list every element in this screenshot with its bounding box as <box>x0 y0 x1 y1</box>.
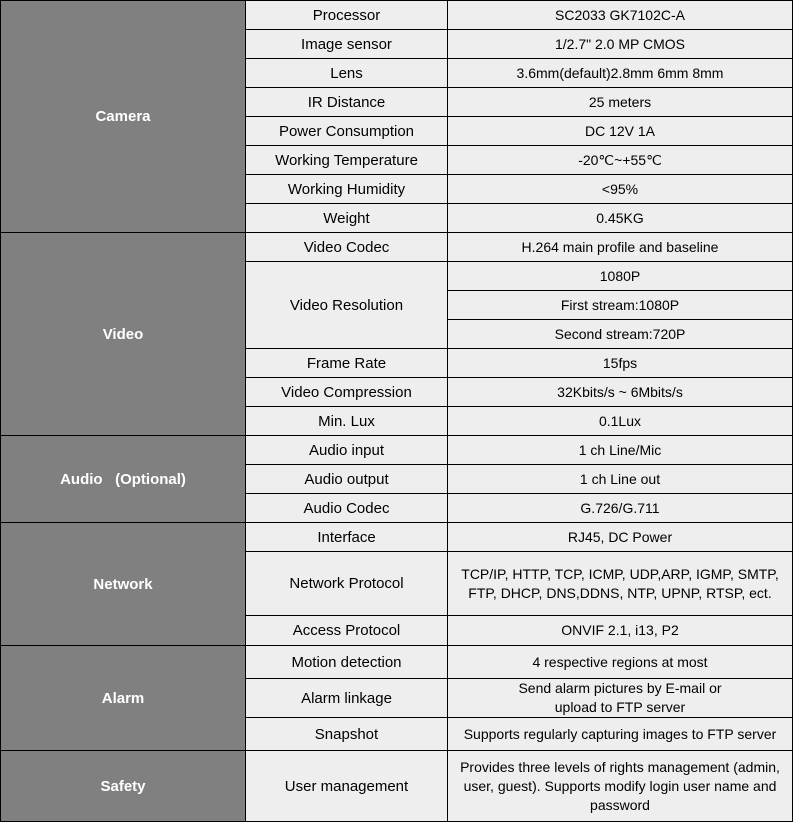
property-value: 1 ch Line out <box>448 465 793 494</box>
property-label: Video Codec <box>246 233 448 262</box>
property-value: -20℃~+55℃ <box>448 146 793 175</box>
property-value: Provides three levels of rights management (admin, user, guest). Supports modify login user name and password <box>448 751 793 822</box>
property-value: RJ45, DC Power <box>448 523 793 552</box>
property-label: Interface <box>246 523 448 552</box>
property-value: DC 12V 1A <box>448 117 793 146</box>
property-value: 3.6mm(default)2.8mm 6mm 8mm <box>448 59 793 88</box>
property-value: 4 respective regions at most <box>448 646 793 679</box>
category-alarm: Alarm <box>1 646 246 751</box>
table-row <box>1 233 793 262</box>
category-safety: Safety <box>1 751 246 822</box>
property-label: Frame Rate <box>246 349 448 378</box>
property-value: First stream:1080P <box>448 291 793 320</box>
property-label: Access Protocol <box>246 616 448 646</box>
property-label: Audio input <box>246 436 448 465</box>
property-value: 1080P <box>448 262 793 291</box>
category-camera: Camera <box>1 1 246 233</box>
property-value: Supports regularly capturing images to FTP server <box>448 718 793 751</box>
property-label: Lens <box>246 59 448 88</box>
property-value: Send alarm pictures by E-mail or upload to FTP server <box>448 679 793 718</box>
property-label: Snapshot <box>246 718 448 751</box>
category-video: Video <box>1 233 246 436</box>
property-label: Video Resolution <box>246 262 448 349</box>
property-value: G.726/G.711 <box>448 494 793 523</box>
property-value: H.264 main profile and baseline <box>448 233 793 262</box>
property-value: 1 ch Line/Mic <box>448 436 793 465</box>
property-label: IR Distance <box>246 88 448 117</box>
property-value: <95% <box>448 175 793 204</box>
property-value: SC2033 GK7102C-A <box>448 1 793 30</box>
property-label: Motion detection <box>246 646 448 679</box>
property-label: Video Compression <box>246 378 448 407</box>
property-value: ONVIF 2.1, i13, P2 <box>448 616 793 646</box>
property-label: Audio output <box>246 465 448 494</box>
property-label: Weight <box>246 204 448 233</box>
table-row <box>1 751 793 822</box>
property-value: 0.45KG <box>448 204 793 233</box>
category-audio: Audio (Optional) <box>1 436 246 523</box>
table-row <box>1 646 793 679</box>
table-row <box>1 436 793 465</box>
property-label: Power Consumption <box>246 117 448 146</box>
property-value: 15fps <box>448 349 793 378</box>
property-label: Image sensor <box>246 30 448 59</box>
property-value: TCP/IP, HTTP, TCP, ICMP, UDP,ARP, IGMP, SMTP, FTP, DHCP, DNS,DDNS, NTP, UPNP, RTSP, ect. <box>448 552 793 616</box>
property-label: Working Temperature <box>246 146 448 175</box>
property-label: Min. Lux <box>246 407 448 436</box>
property-value: 0.1Lux <box>448 407 793 436</box>
property-value: 25 meters <box>448 88 793 117</box>
table-row <box>1 523 793 552</box>
property-label: User management <box>246 751 448 822</box>
property-label: Network Protocol <box>246 552 448 616</box>
table-row <box>1 1 793 30</box>
property-value: 1/2.7" 2.0 MP CMOS <box>448 30 793 59</box>
property-label: Audio Codec <box>246 494 448 523</box>
property-label: Working Humidity <box>246 175 448 204</box>
category-network: Network <box>1 523 246 646</box>
property-value: Second stream:720P <box>448 320 793 349</box>
property-label: Processor <box>246 1 448 30</box>
property-value: 32Kbits/s ~ 6Mbits/s <box>448 378 793 407</box>
property-label: Alarm linkage <box>246 679 448 718</box>
